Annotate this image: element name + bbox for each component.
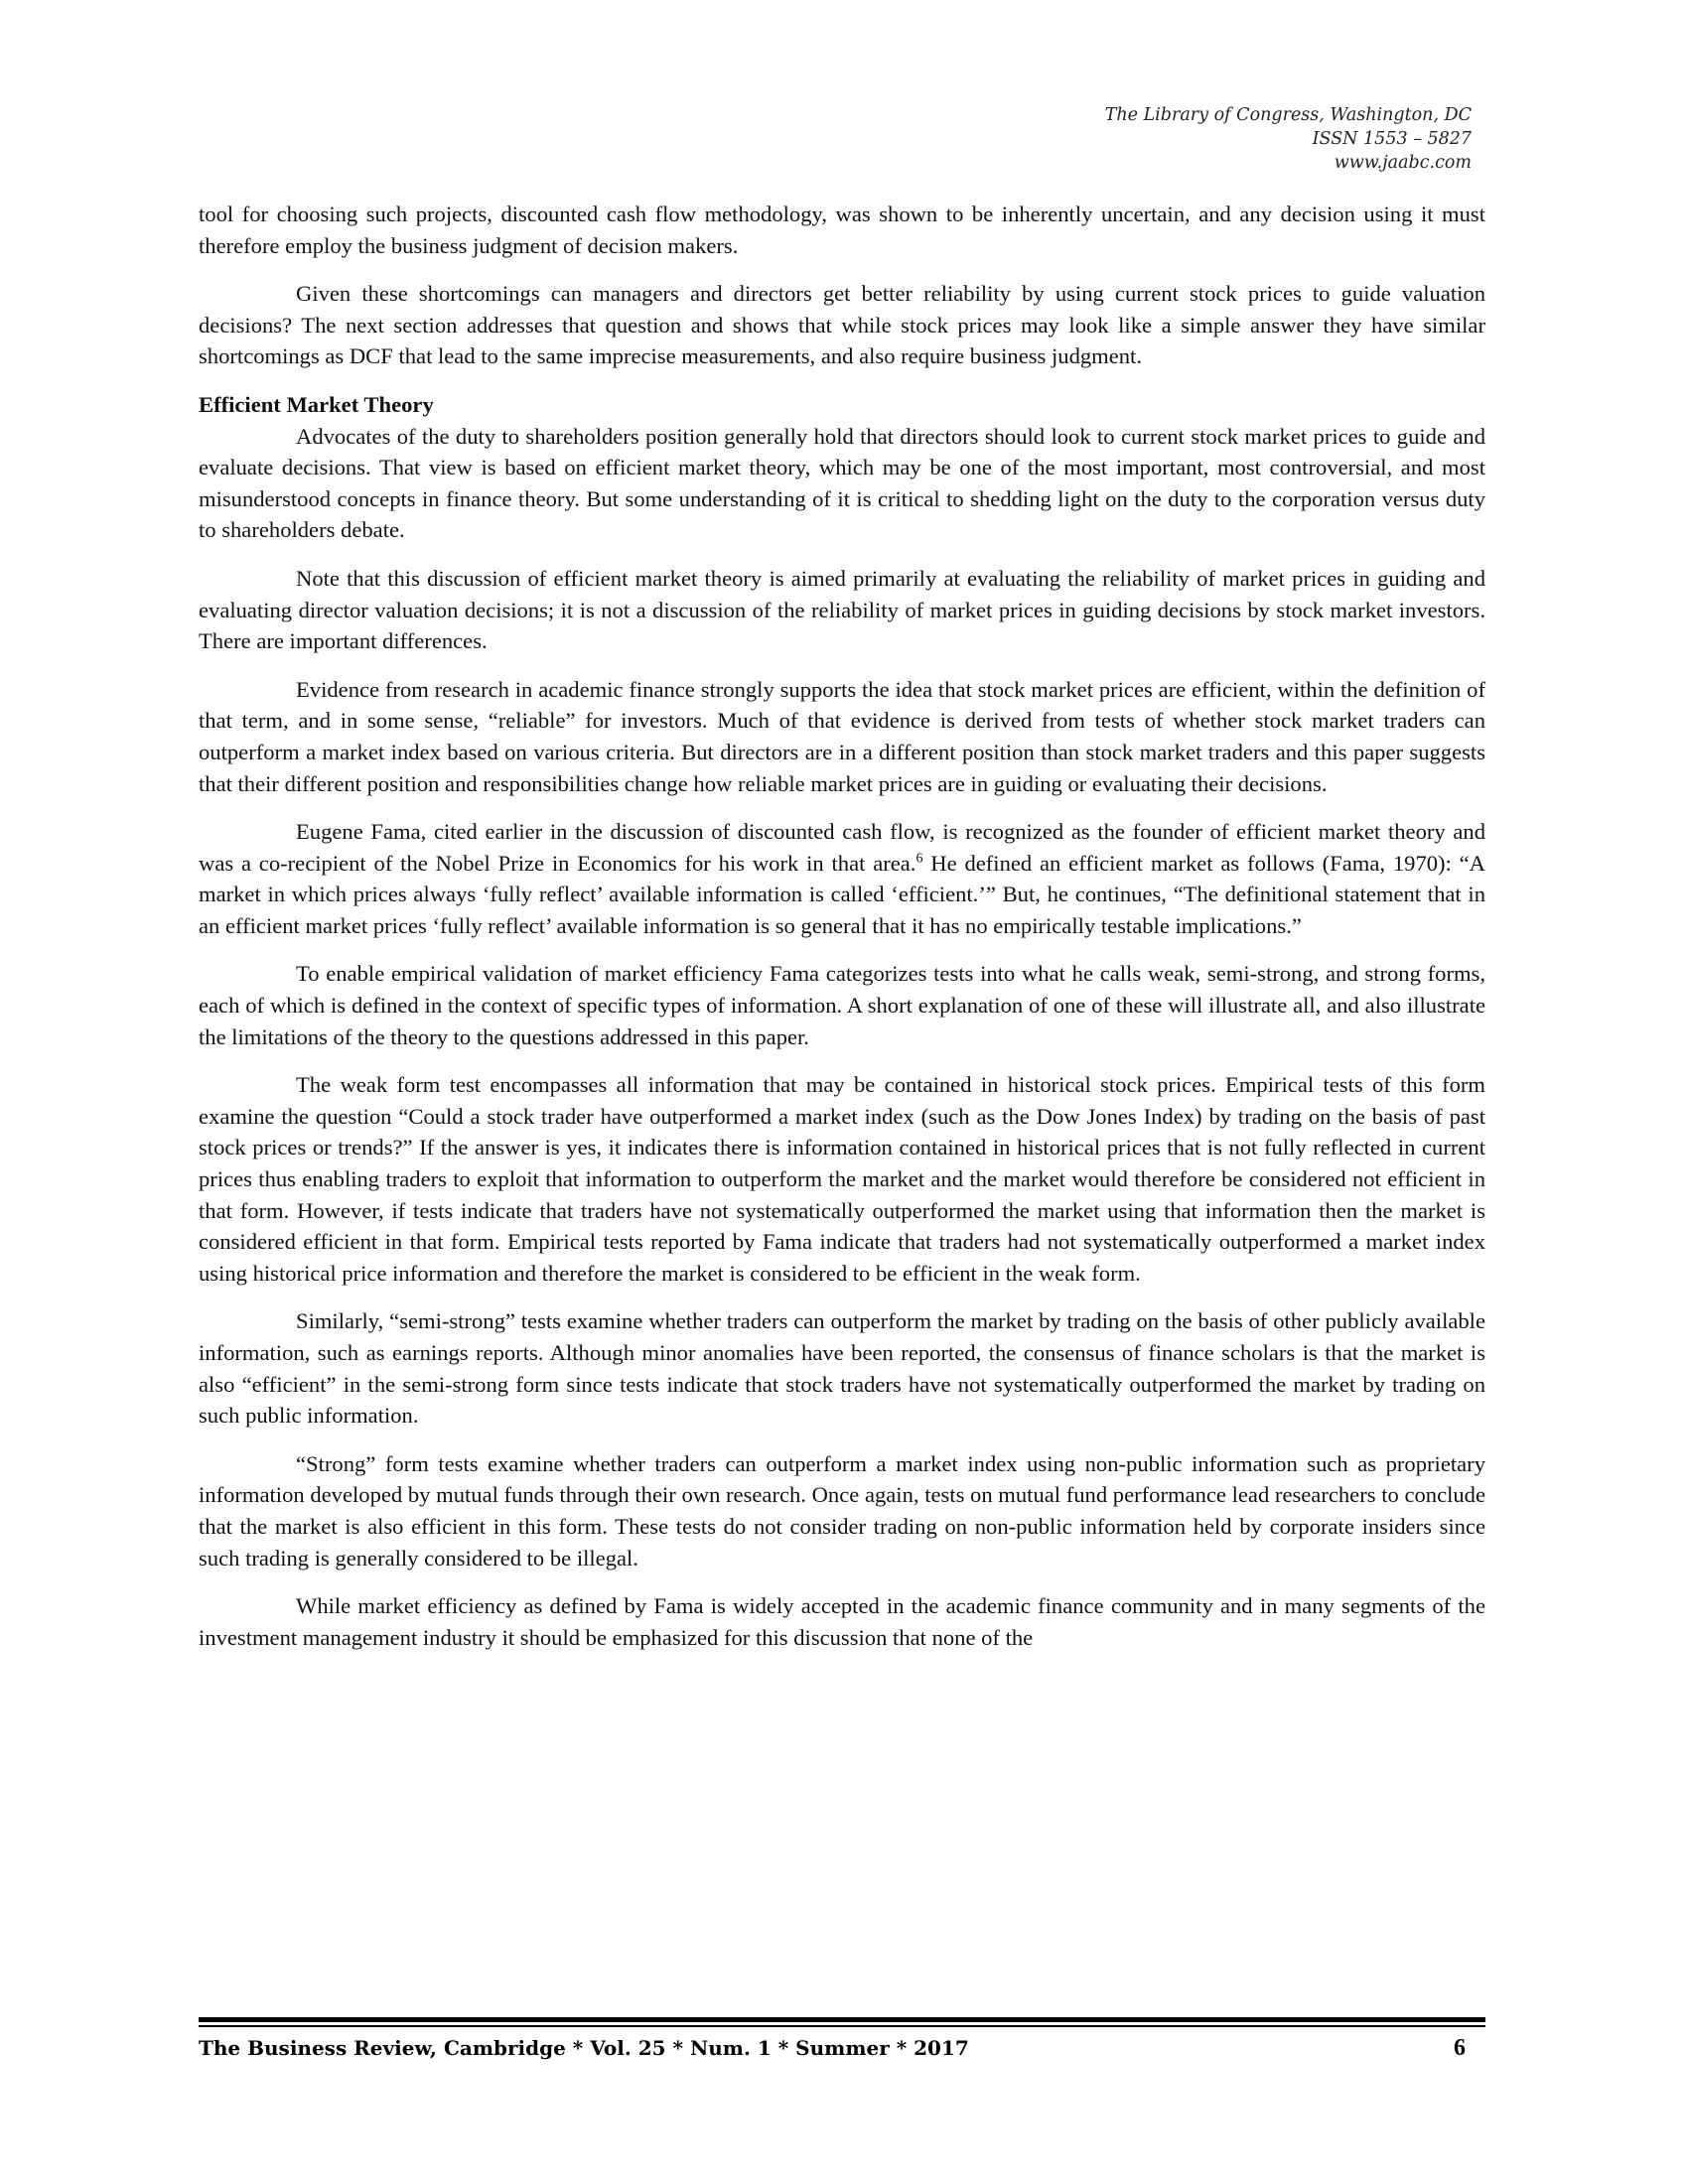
footer-rule-thin [199,2025,1485,2027]
running-footer [199,2033,1485,2063]
paragraph-semi-strong: Similarly, “semi-strong” tests examine whether traders can outperform the market by trading on the basis of other publicly available information, such as earnings reports. Although minor anomalies have been reported, the consensus of finance scholars is that the market is also “efficient” in the semi-strong form since tests indicate that stock traders have not systematically outperformed the market by trading on such public information. [199,1308,1485,1429]
paragraph-fama-text-a: Eugene Fama, cited earlier in the discussion of discounted cash flow, is recognized as the founder of efficient market theory and was a co-recipient of the Nobel Prize in Economics for his work in that area. [199,819,1485,876]
section-heading: Efficient Market Theory [199,391,434,417]
paragraph-fama-text-b: He defined an efficient market as follows (Fama, 1970): “A market in which prices always ‘fully reflect’ available information is called ‘efficient.’” But, he continues, “The definitional statement that in an efficient market prices ‘fully reflect’ available information is so general that it has no empirically testable implications.” [199,850,1486,938]
header-publisher: The Library of Congress, Washington, DC [1104,105,1472,125]
footnote-marker: 6 [915,851,923,867]
running-header [776,103,1472,175]
header-website: www.jaabc.com [1334,153,1472,173]
paragraph-evidence: Evidence from research in academic finance strongly supports the idea that stock market prices are efficient, within the definition of that term, and in some sense, “reliable” for investors. Much of that evidence is derived from tests of whether stock market traders can outperform a market index based on various criteria. But directors are in a different position than stock market traders and this paper suggests that their different position and responsibilities change how reliable market prices are in guiding or evaluating their decisions. [199,676,1485,796]
paragraph-shortcomings: Given these shortcomings can managers and directors get better reliability by using current stock prices to guide valuation decisions? The next section addresses that question and shows that while stock prices may look like a simple answer they have similar shortcomings as DCF that lead to the same imprecise measurements, and also require business judgment. [199,281,1485,369]
header-issn: ISSN 1553 – 5827 [1312,129,1472,149]
paragraph-forms: To enable empirical validation of market efficiency Fama categorizes tests into what he calls weak, semi-strong, and strong forms, each of which is defined in the context of specific types of information. A short explanation of one of these will illustrate all, and also illustrate the limitations of the theory to the questions addressed in this paper. [199,961,1485,1049]
paragraph-note: Note that this discussion of efficient market theory is aimed primarily at evaluating the reliability of market prices in guiding and evaluating director valuation decisions; it is not a discussion of the reliability of market prices in guiding decisions by stock market investors. There are important differences. [199,565,1485,654]
paragraph-strong: “Strong” form tests examine whether traders can outperform a market index using non-public information such as proprietary information developed by mutual funds through their own research. Once again, tests on mutual fund performance lead researchers to conclude that the market is also efficient in this form. These tests do not consider trading on non-public information held by corporate insiders since such trading is generally considered to be illegal. [199,1450,1485,1570]
footer-rule-thick [199,2017,1485,2022]
article-body [199,199,1485,1670]
paragraph-closing: While market efficiency as defined by Fama is widely accepted in the academic finance community and in many segments of the investment management industry it should be emphasized for this discussion that none of the [199,1593,1485,1650]
page-number: 6 [1454,2035,1466,2061]
footer-journal: The Business Review, Cambridge * Vol. 25 * Num. 1 * Summer * 2017 [199,2036,969,2060]
paragraph-fama [199,816,1485,941]
paragraph-weak-form: The weak form test encompasses all information that may be contained in historical stock prices. Empirical tests of this form examine the question “Could a stock trader have outperformed a market index (such as the Dow Jones Index) by trading on the basis of past stock prices or trends?” If the answer is yes, it indicates there is information contained in historical prices that is not fully reflected in current prices thus enabling traders to exploit that information to outperform the market and the market would therefore be considered not efficient in that form. However, if tests indicate that traders have not systematically outperformed the market using that information then the market is considered efficient in that form. Empirical tests reported by Fama indicate that traders had not systematically outperformed a market index using historical price information and therefore the market is considered to be efficient in the weak form. [199,1072,1485,1286]
paragraph-advocates: Advocates of the duty to shareholders position generally hold that directors should look to current stock market prices to guide and evaluate decisions. That view is based on efficient market theory, which may be one of the most important, most controversial, and most misunderstood concepts in finance theory. But some understanding of it is critical to shedding light on the duty to the corporation versus duty to shareholders debate. [199,423,1485,543]
paragraph-continuation: tool for choosing such projects, discounted cash flow methodology, was shown to be inherently uncertain, and any decision using it must therefore employ the business judgment of decision makers. [199,202,1485,258]
